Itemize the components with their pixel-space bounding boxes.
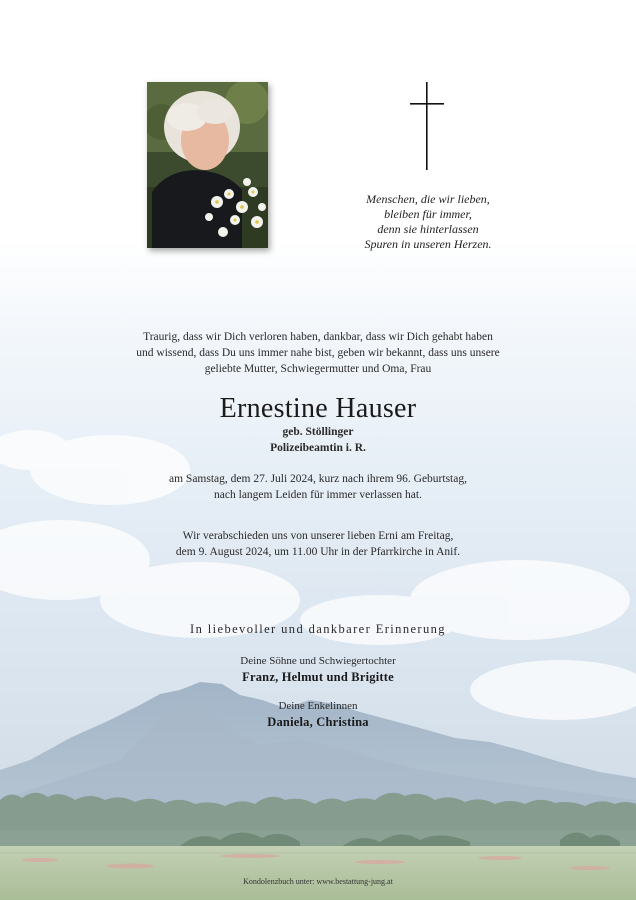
intro-line: geliebte Mutter, Schwiegermutter und Oma, Frau xyxy=(204,363,432,375)
death-notice-line: am Samstag, dem 27. Juli 2024, kurz nach ihrem 96. Geburtstag, xyxy=(169,473,467,485)
farewell-notice xyxy=(60,528,576,560)
family-group-label: Deine Söhne und Schwiegertochter xyxy=(240,655,396,667)
portrait-photo xyxy=(147,82,268,248)
profession: Polizeibeamtin i. R. xyxy=(270,442,366,454)
death-notice-line: nach langem Leiden für immer verlassen hat. xyxy=(214,489,422,501)
farewell-line: Wir verabschieden uns von unserer lieben Erni am Freitag, xyxy=(182,530,454,542)
memory-line: In liebevoller und dankbarer Erinnerung xyxy=(190,622,446,636)
intro-text xyxy=(60,329,576,377)
cross-icon xyxy=(410,82,444,170)
intro-line: und wissend, dass Du uns immer nahe bist, geben wir bekannt, dass uns unsere xyxy=(136,347,500,359)
verse-line: bleiben für immer, xyxy=(384,207,472,221)
verse-line: Spuren in unseren Herzen. xyxy=(364,237,492,251)
intro-line: Traurig, dass wir Dich verloren haben, dankbar, dass wir Dich gehabt haben xyxy=(143,331,493,343)
condolence-footer: Kondolenzbuch unter: www.bestattung-jung.at xyxy=(243,877,393,886)
family-group-names: Franz, Helmut und Brigitte xyxy=(242,670,394,684)
farewell-line: dem 9. August 2024, um 11.00 Uhr in der Pfarrkirche in Anif. xyxy=(175,546,461,558)
family-group-names: Daniela, Christina xyxy=(267,715,369,729)
verse-line: Menschen, die wir lieben, xyxy=(366,192,490,206)
family-group-label: Deine Enkelinnen xyxy=(278,700,358,712)
meadow xyxy=(0,846,636,900)
birth-name: geb. Stöllinger xyxy=(282,426,354,438)
verse-line: denn sie hinterlassen xyxy=(377,222,479,236)
deceased-name: Ernestine Hauser xyxy=(219,393,417,424)
death-notice xyxy=(60,471,576,503)
memorial-verse xyxy=(330,192,526,252)
